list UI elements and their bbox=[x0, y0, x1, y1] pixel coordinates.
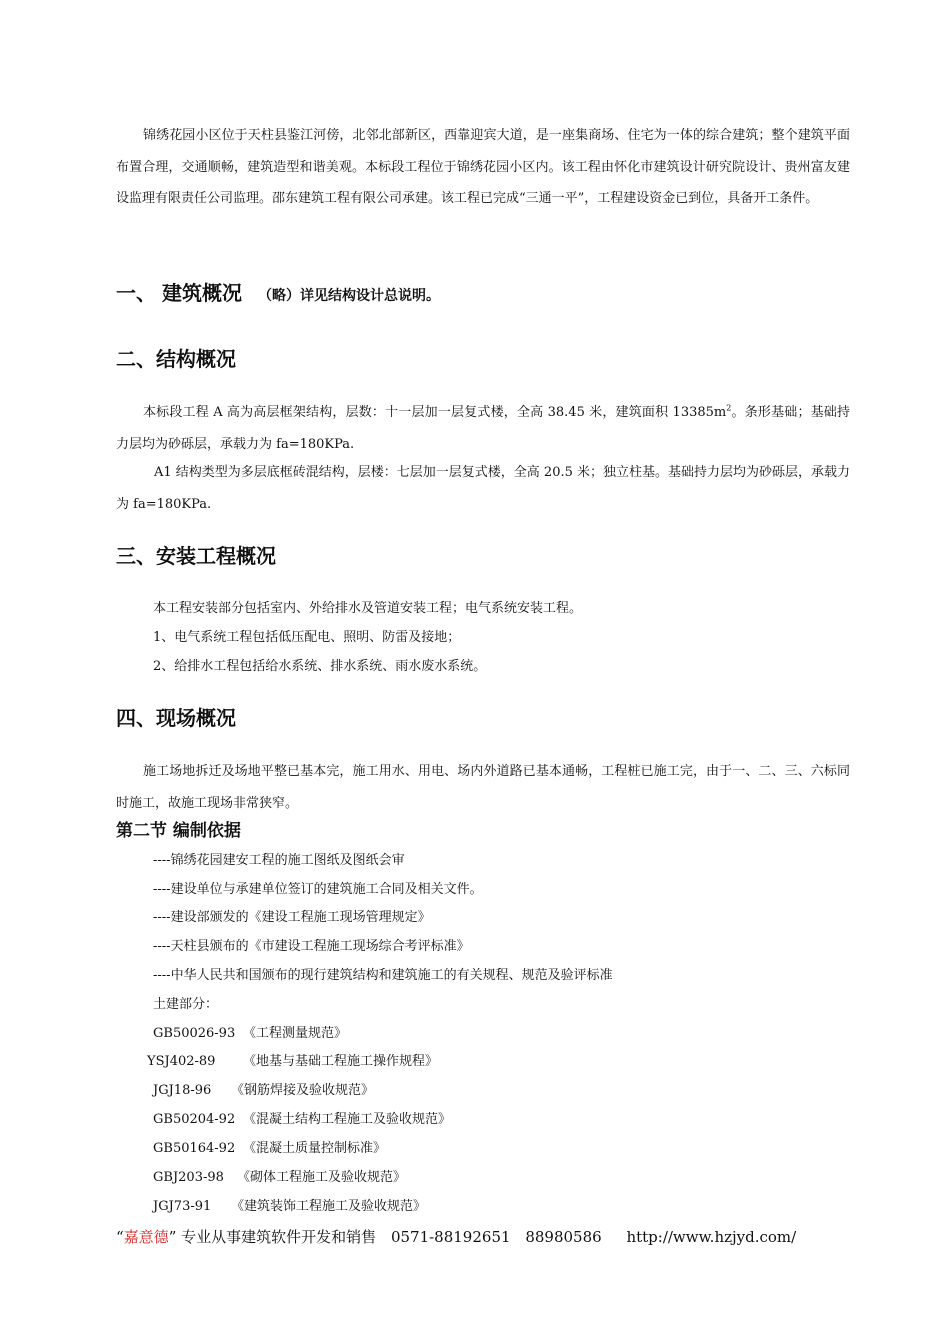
footer-quote-close: ” bbox=[168, 1228, 177, 1246]
installation-line: 1、电气系统工程包括低压配电、照明、防雷及接地； bbox=[153, 630, 461, 645]
basis-item: ----中华人民共和国颁布的现行建筑结构和建筑施工的有关规程、规范及验评标准 bbox=[153, 968, 613, 983]
section-building-overview-heading bbox=[116, 281, 440, 308]
installation-line: 本工程安装部分包括室内、外给排水及管道安装工程；电气系统安装工程。 bbox=[153, 601, 583, 616]
standard-name: 《建筑装饰工程施工及验收规范》 bbox=[231, 1199, 427, 1214]
standard-code: GB50026-93 bbox=[153, 1026, 236, 1041]
standard-name: 《工程测量规范》 bbox=[243, 1026, 348, 1041]
structure-text-a-cont: 。条形基础；基础持力层均为砂砾层，承载力为 fa=180KPa. bbox=[116, 405, 850, 452]
structure-text-a: 本标段工程 A 高为高层框架结构，层数：十一层加一层复式楼，全高 38.45 米，建筑面积 13385m bbox=[143, 405, 727, 420]
structure-paragraph-a1: A1 结构类型为多层底框砖混结构，层楼：七层加一层复式楼，全高 20.5 米；独立柱基。基础持力层均为砂砾层，承载力为 fa=180KPa. bbox=[116, 465, 851, 512]
section-structure-heading: 二、结构概况 bbox=[116, 347, 236, 371]
standard-item bbox=[153, 1025, 347, 1043]
section-title: 建筑概况 bbox=[162, 281, 242, 305]
footer-phone-2: 88980586 bbox=[525, 1228, 602, 1246]
basis-item: ----天柱县颁布的《市建设工程施工现场综合考评标准》 bbox=[153, 939, 470, 954]
section-note: （略）详见结构设计总说明。 bbox=[258, 288, 440, 304]
site-paragraph: 施工场地拆迁及场地平整已基本完，施工用水、用电、场内外道路已基本通畅，工程桩已施工完，由于一、二、三、六标同时施工，故施工现场非常狭窄。 bbox=[116, 764, 850, 811]
standard-item bbox=[153, 1169, 406, 1187]
superscript-two: 2 bbox=[726, 403, 732, 413]
basis-item: ----建设部颁发的《建设工程施工现场管理规定》 bbox=[153, 910, 431, 925]
structure-paragraph-a bbox=[116, 397, 850, 460]
standard-item bbox=[153, 1198, 426, 1216]
standard-item bbox=[153, 1082, 374, 1100]
intro-paragraph: 锦绣花园小区位于天柱县鉴江河傍，北邻北部新区，西靠迎宾大道，是一座集商场、住宅为一体的综合建筑；整个建筑平面布置合理，交通顺畅，建筑造型和谐美观。本标段工程位于锦绣花园小区内。该工程由怀化市建筑设计研究院设计、贵州富友建设监理有限责任公司监理。邵东建筑工程有限公司承建。该工程已完成“三通一平”，工程建设资金已到位，具备开工条件。 bbox=[116, 128, 850, 206]
standard-code: JGJ18-96 bbox=[153, 1083, 212, 1098]
basis-item: ----建设单位与承建单位签订的建筑施工合同及相关文件。 bbox=[153, 882, 483, 897]
standard-code: GB50204-92 bbox=[153, 1112, 236, 1127]
standard-item bbox=[153, 1111, 451, 1129]
standard-item bbox=[147, 1053, 438, 1071]
civil-label: 土建部分： bbox=[153, 997, 219, 1012]
basis-heading: 第二节 编制依据 bbox=[116, 821, 241, 841]
basis-item: ----锦绣花园建安工程的施工图纸及图纸会审 bbox=[153, 853, 405, 868]
standard-name: 《地基与基础工程施工操作规程》 bbox=[243, 1054, 439, 1069]
page-footer bbox=[116, 1227, 796, 1247]
section-installation-heading: 三、安装工程概况 bbox=[116, 544, 276, 568]
section-number: 一、 bbox=[116, 281, 156, 305]
standard-item bbox=[153, 1140, 386, 1158]
standard-code: JGJ73-91 bbox=[153, 1199, 212, 1214]
footer-brand: 嘉意德 bbox=[123, 1228, 169, 1246]
standard-code: YSJ402-89 bbox=[147, 1054, 216, 1069]
standard-code: GBJ203-98 bbox=[153, 1170, 224, 1185]
standard-code: GB50164-92 bbox=[153, 1141, 236, 1156]
section-site-heading: 四、现场概况 bbox=[116, 706, 236, 730]
footer-tagline: 专业从事建筑软件开发和销售 bbox=[181, 1228, 377, 1246]
footer-phone-1: 0571-88192651 bbox=[390, 1228, 511, 1246]
standard-name: 《钢筋焊接及验收规范》 bbox=[231, 1083, 375, 1098]
standard-name: 《混凝土结构工程施工及验收规范》 bbox=[243, 1112, 452, 1127]
footer-url[interactable]: http://www.hzjyd.com/ bbox=[626, 1228, 797, 1246]
standard-name: 《混凝土质量控制标准》 bbox=[243, 1141, 387, 1156]
footer-quote-open: “ bbox=[116, 1228, 124, 1246]
standard-name: 《砌体工程施工及验收规范》 bbox=[237, 1170, 407, 1185]
installation-line: 2、给排水工程包括给水系统、排水系统、雨水废水系统。 bbox=[153, 659, 487, 674]
